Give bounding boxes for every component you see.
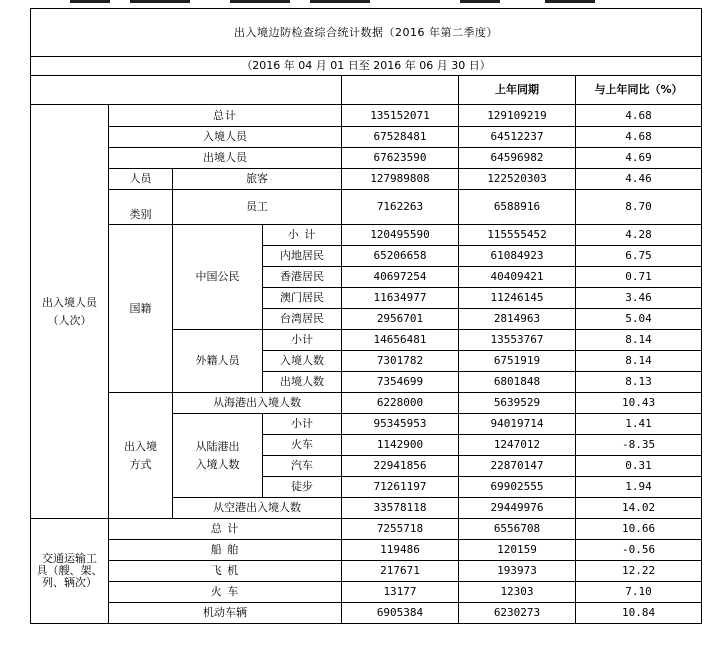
prev-cell: 1247012 (459, 435, 576, 456)
prev-cell: 69902555 (459, 477, 576, 498)
nationality-label: 国籍 (109, 225, 173, 393)
yoy-cell: 10.43 (576, 393, 702, 414)
table-row (31, 105, 702, 127)
row-label: 汽车 (263, 456, 342, 477)
row-label: 从空港出入境人数 (173, 498, 342, 519)
value-cell: 217671 (342, 561, 459, 582)
section-label-line: 出入境人员 (42, 295, 97, 309)
prev-cell: 64512237 (459, 127, 576, 148)
yoy-cell: 7.10 (576, 582, 702, 603)
row-label: 入境人数 (263, 351, 342, 372)
document-title: 出入境边防检查综合统计数据（2016 年第二季度） (31, 9, 702, 57)
prev-cell: 94019714 (459, 414, 576, 435)
mode-label-line: 方式 (129, 457, 152, 471)
prev-cell: 29449976 (459, 498, 576, 519)
prev-cell: 120159 (459, 540, 576, 561)
table-row (31, 190, 702, 225)
row-label: 总计 (109, 105, 342, 127)
cropped-text-fragment (130, 0, 190, 3)
yoy-cell: 5.04 (576, 309, 702, 330)
row-label: 出境人数 (263, 372, 342, 393)
yoy-cell: 10.66 (576, 519, 702, 540)
section-label-persons (31, 105, 109, 519)
value-cell: 67528481 (342, 127, 459, 148)
prev-cell: 6230273 (459, 603, 576, 624)
row-label: 火车 (263, 435, 342, 456)
value-cell: 135152071 (342, 105, 459, 127)
header-prev-year: 上年同期 (459, 76, 576, 105)
statistics-document (30, 8, 701, 624)
prev-cell: 6751919 (459, 351, 576, 372)
row-label: 澳门居民 (263, 288, 342, 309)
prev-cell: 13553767 (459, 330, 576, 351)
row-label: 出境人员 (109, 148, 342, 169)
value-cell: 14656481 (342, 330, 459, 351)
section-label-vehicles (31, 519, 109, 624)
table-row (31, 225, 702, 246)
land-port-label-line: 从陆港出 (195, 439, 240, 453)
section-label-line: 列、辆次） (42, 576, 97, 589)
value-cell: 120495590 (342, 225, 459, 246)
row-label: 小计 (263, 330, 342, 351)
table-row (31, 561, 702, 582)
row-label: 入境人员 (109, 127, 342, 148)
table-row (31, 540, 702, 561)
yoy-cell: 8.14 (576, 330, 702, 351)
row-label: 从海港出入境人数 (173, 393, 342, 414)
land-port-label (173, 414, 263, 498)
value-cell: 95345953 (342, 414, 459, 435)
value-cell: 7255718 (342, 519, 459, 540)
land-port-label-line: 入境人数 (195, 457, 240, 471)
mode-label-line: 出入境 (124, 439, 157, 453)
value-cell: 65206658 (342, 246, 459, 267)
table-row (31, 603, 702, 624)
yoy-cell: 8.13 (576, 372, 702, 393)
prev-cell: 6588916 (459, 190, 576, 225)
header-row (31, 76, 702, 105)
row-label: 徒步 (263, 477, 342, 498)
value-cell: 7301782 (342, 351, 459, 372)
header-current-cell (342, 76, 459, 105)
prev-cell: 2814963 (459, 309, 576, 330)
yoy-cell: 4.68 (576, 127, 702, 148)
value-cell: 119486 (342, 540, 459, 561)
table-row (31, 169, 702, 190)
table-row (31, 582, 702, 603)
yoy-cell: -0.56 (576, 540, 702, 561)
prev-cell: 22870147 (459, 456, 576, 477)
foreigners-label: 外籍人员 (173, 330, 263, 393)
row-label: 台湾居民 (263, 309, 342, 330)
value-cell: 1142900 (342, 435, 459, 456)
value-cell: 6228000 (342, 393, 459, 414)
value-cell: 7162263 (342, 190, 459, 225)
cropped-text-fragment (70, 0, 110, 3)
row-label: 旅客 (173, 169, 342, 190)
cropped-text-fragment (460, 0, 500, 3)
section-label-line: 具（艘、架、 (36, 564, 103, 577)
table-row (31, 519, 702, 540)
value-cell: 6905384 (342, 603, 459, 624)
yoy-cell: 4.69 (576, 148, 702, 169)
mode-label (109, 393, 173, 519)
yoy-cell: 10.84 (576, 603, 702, 624)
value-cell: 67623590 (342, 148, 459, 169)
section-label-line: 交通运输工 (42, 552, 97, 565)
yoy-cell: 8.70 (576, 190, 702, 225)
yoy-cell: 4.28 (576, 225, 702, 246)
value-cell: 40697254 (342, 267, 459, 288)
yoy-cell: 0.31 (576, 456, 702, 477)
prev-cell: 64596982 (459, 148, 576, 169)
value-cell: 127989808 (342, 169, 459, 190)
value-cell: 33578118 (342, 498, 459, 519)
row-label: 总 计 (109, 519, 342, 540)
row-label: 飞 机 (109, 561, 342, 582)
prev-cell: 115555452 (459, 225, 576, 246)
date-range: （2016 年 04 月 01 日至 2016 年 06 月 30 日） (31, 57, 702, 76)
row-label: 员工 (173, 190, 342, 225)
prev-cell: 5639529 (459, 393, 576, 414)
prev-cell: 40409421 (459, 267, 576, 288)
cropped-top-strip (0, 0, 718, 8)
prev-cell: 12303 (459, 582, 576, 603)
prev-cell: 6801848 (459, 372, 576, 393)
prev-cell: 6556708 (459, 519, 576, 540)
row-label: 船 舶 (109, 540, 342, 561)
cropped-text-fragment (545, 0, 595, 3)
prev-cell: 11246145 (459, 288, 576, 309)
row-label: 火 车 (109, 582, 342, 603)
cropped-text-fragment (310, 0, 370, 3)
table-row (31, 148, 702, 169)
cropped-text-fragment (230, 0, 290, 3)
row-label: 小计 (263, 414, 342, 435)
row-label: 内地居民 (263, 246, 342, 267)
statistics-table (30, 8, 702, 624)
value-cell: 22941856 (342, 456, 459, 477)
value-cell: 11634977 (342, 288, 459, 309)
yoy-cell: 14.02 (576, 498, 702, 519)
yoy-cell: 12.22 (576, 561, 702, 582)
prev-cell: 193973 (459, 561, 576, 582)
yoy-cell: -8.35 (576, 435, 702, 456)
row-label: 香港居民 (263, 267, 342, 288)
prev-cell: 61084923 (459, 246, 576, 267)
yoy-cell: 0.71 (576, 267, 702, 288)
prev-cell: 122520303 (459, 169, 576, 190)
prev-cell: 129109219 (459, 105, 576, 127)
table-row (31, 127, 702, 148)
yoy-cell: 1.41 (576, 414, 702, 435)
header-blank-cell (31, 76, 342, 105)
category-label-bottom: 类别 (109, 190, 173, 225)
row-label: 机动车辆 (109, 603, 342, 624)
yoy-cell: 4.46 (576, 169, 702, 190)
value-cell: 7354699 (342, 372, 459, 393)
yoy-cell: 8.14 (576, 351, 702, 372)
value-cell: 71261197 (342, 477, 459, 498)
yoy-cell: 1.94 (576, 477, 702, 498)
yoy-cell: 4.68 (576, 105, 702, 127)
header-yoy: 与上年同比（%） (576, 76, 702, 105)
row-label: 小 计 (263, 225, 342, 246)
category-label-top: 人员 (109, 169, 173, 190)
yoy-cell: 3.46 (576, 288, 702, 309)
table-row (31, 393, 702, 414)
yoy-cell: 6.75 (576, 246, 702, 267)
value-cell: 13177 (342, 582, 459, 603)
value-cell: 2956701 (342, 309, 459, 330)
section-label-line: （人次） (47, 313, 92, 327)
chinese-citizens-label: 中国公民 (173, 225, 263, 330)
